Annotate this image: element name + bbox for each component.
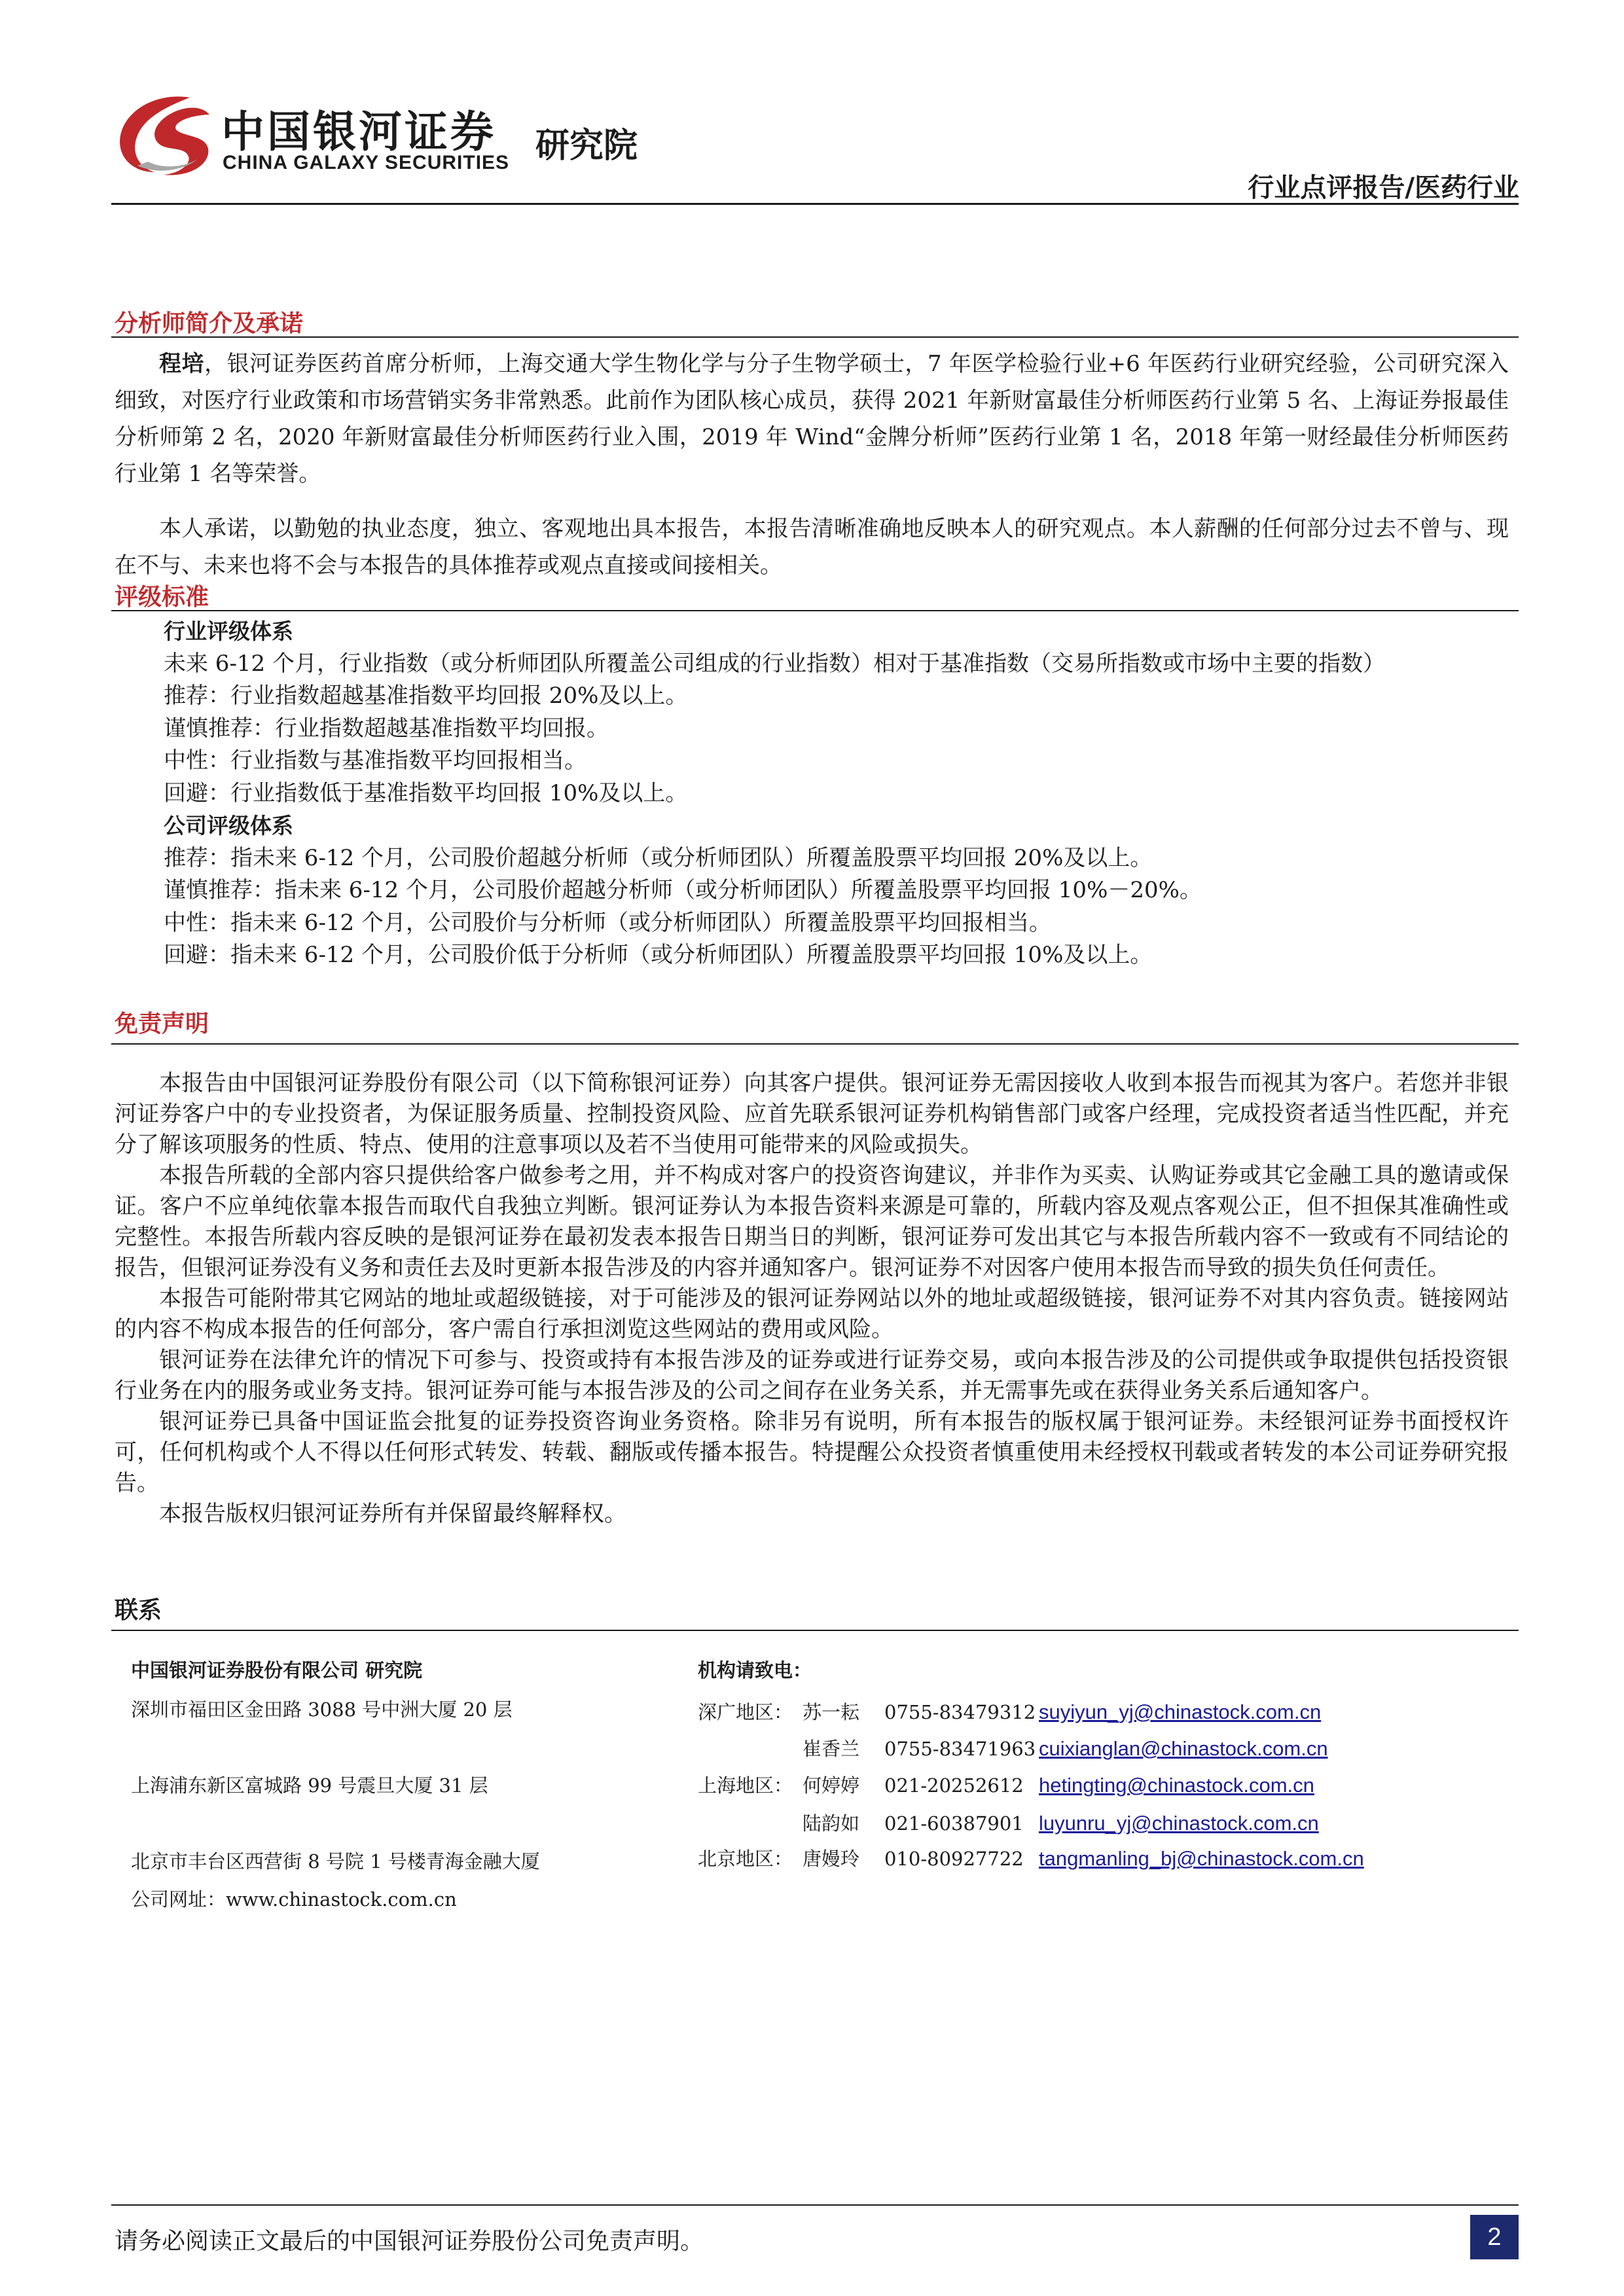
disclaimer-paragraph: 本报告所载的全部内容只提供给客户做参考之用，并不构成对客户的投资咨询建议，并非作为买卖、认购证券或其它金融工具的邀请或保证。客户不应单纯依靠本报告而取代自我独立判断。银河证券认为本报告资料来源是可靠的，所载内容及观点客观公正，但不担保其准确性或完整性。本报告所载内容反映的是银河证券在最初发表本报告日期当日的判断，银河证券可发出其它与本报告所载内容不一致或有不同结论的报告，但银河证券没有义务和责任去及时更新本报告涉及的内容并通知客户。银河证券不对因客户使用本报告而导致的损失负任何责任。 (115, 1162, 1509, 1281)
contact-email[interactable]: cuixianglan@chinastock.com.cn (1039, 1737, 1328, 1760)
company-rating-line: 推荐：指未来 6-12 个月，公司股价超越分析师（或分析师团队）所覆盖股票平均回报 20%及以上。 (164, 844, 1153, 871)
company-website[interactable]: 公司网址：www.chinastock.com.cn (131, 1888, 457, 1910)
company-rating-title: 公司评级体系 (164, 813, 293, 838)
industry-rating-line: 谨慎推荐：行业指数超越基准指数平均回报。 (164, 715, 609, 742)
footer-note: 请务必阅读正文最后的中国银河证券股份公司免责声明。 (115, 2228, 704, 2255)
phone-title: 机构请致电： (698, 1659, 812, 1681)
contact-region: 深广地区： (698, 1701, 793, 1723)
page-number: 2 (1470, 2215, 1519, 2259)
contact-phone: 021-20252612 (884, 1774, 1024, 1797)
contact-section-title: 联系 (115, 1597, 162, 1624)
industry-rating-line: 中性：行业指数与基准指数平均回报相当。 (164, 747, 586, 774)
address-shanghai: 上海浦东新区富城路 99 号震旦大厦 31 层 (131, 1774, 488, 1797)
disclaimer-paragraph: 本报告版权归银河证券所有并保留最终解释权。 (159, 1501, 626, 1527)
rating-standards (164, 615, 1519, 972)
analyst-section-title: 分析师简介及承诺 (115, 310, 304, 337)
industry-rating-title: 行业评级体系 (164, 619, 293, 644)
rating-section-title: 评级标准 (115, 584, 209, 611)
contact-row (698, 1734, 1328, 1761)
analyst-pledge (115, 511, 1509, 584)
disclaimer-section-title: 免责声明 (115, 1011, 209, 1037)
contact-row (698, 1771, 1314, 1798)
report-type: 行业点评报告/医药行业 (1248, 173, 1519, 203)
industry-rating-line: 推荐：行业指数超越基准指数平均回报 20%及以上。 (164, 683, 688, 709)
pledge-text: 本人承诺，以勤勉的执业态度，独立、客观地出具本报告，本报告清晰准确地反映本人的研究观点。本人薪酬的任何部分过去不曾与、现在不与、未来也将不会与本报告的具体推荐或观点直接或间接相关。 (115, 516, 1509, 579)
company-rating-line: 谨慎推荐：指未来 6-12 个月，公司股价超越分析师（或分析师团队）所覆盖股票平均回报 10%－20%。 (164, 877, 1202, 903)
disclaimer-paragraph: 本报告由中国银河证券股份有限公司（以下简称银河证券）向其客户提供。银河证券无需因接收人收到本报告而视其为客户。若您并非银河证券客户中的专业投资者，为保证服务质量、控制投资风险、应首先联系银河证券机构销售部门或客户经理，完成投资者适当性匹配，并充分了解该项服务的性质、特点、使用的注意事项以及若不当使用可能带来的风险或损失。 (115, 1070, 1509, 1158)
disclaimer-paragraph: 本报告可能附带其它网站的地址或超级链接，对于可能涉及的银河证券网站以外的地址或超级链接，银河证券不对其内容负责。链接网站的内容不构成本报告的任何部分，客户需自行承担浏览这些网站的费用或风险。 (115, 1285, 1509, 1342)
contact-name: 崔香兰 (803, 1738, 860, 1760)
contact-row (698, 1698, 1321, 1725)
disclaimer-divider (111, 1043, 1519, 1045)
contact-name: 唐嫚玲 (803, 1848, 860, 1870)
contact-phone: 0755-83471963 (884, 1738, 1036, 1760)
contact-email[interactable]: suyiyun_yj@chinastock.com.cn (1039, 1700, 1322, 1723)
contact-phone: 021-60387901 (884, 1812, 1024, 1835)
contact-email[interactable]: tangmanling_bj@chinastock.com.cn (1039, 1847, 1364, 1870)
rating-divider (111, 610, 1519, 611)
analyst-divider (111, 336, 1519, 338)
disclaimer-paragraph: 银河证券已具备中国证监会批复的证券投资咨询业务资格。除非另有说明，所有本报告的版权属于银河证券。未经银河证券书面授权许可，任何机构或个人不得以任何形式转发、转载、翻版或传播本报告。特提醒公众投资者慎重使用未经授权刊载或者转发的本公司证券研究报告。 (115, 1408, 1509, 1496)
contact-name: 何婷婷 (803, 1774, 860, 1797)
contact-name: 苏一耘 (803, 1701, 860, 1723)
company-rating-line: 回避：指未来 6-12 个月，公司股价低于分析师（或分析师团队）所覆盖股票平均回报 10%及以上。 (164, 942, 1153, 968)
company-rating-line: 中性：指未来 6-12 个月，公司股价与分析师（或分析师团队）所覆盖股票平均回报相当。 (164, 909, 1051, 936)
footer-divider (111, 2204, 1519, 2206)
contact-row (698, 1844, 1364, 1871)
contact-row (698, 1809, 1319, 1836)
analyst-bio (115, 346, 1509, 492)
brand-name-cn: 中国银河证券 (221, 107, 496, 157)
logo-icon (111, 88, 216, 180)
contact-region: 北京地区： (698, 1848, 793, 1870)
address-beijing: 北京市丰台区西营街 8 号院 1 号楼青海金融大厦 (131, 1850, 540, 1873)
institute-label: 研究院 (535, 126, 638, 166)
analyst-name: 程培 (159, 351, 205, 377)
industry-rating-line: 未来 6-12 个月，行业指数（或分析师团队所覆盖公司组成的行业指数）相对于基准指数（交易所指数或市场中主要的指数） (164, 650, 1385, 677)
contact-region: 上海地区： (698, 1774, 793, 1797)
company-name: 中国银河证券股份有限公司 研究院 (131, 1659, 423, 1681)
contact-email[interactable]: hetingting@chinastock.com.cn (1039, 1774, 1314, 1797)
contact-phone: 010-80927722 (884, 1848, 1024, 1870)
disclaimer-body (115, 1068, 1509, 1530)
header-divider (111, 203, 1519, 205)
address-shenzhen: 深圳市福田区金田路 3088 号中洲大厦 20 层 (131, 1698, 513, 1721)
contact-divider (111, 1630, 1519, 1631)
brand-name-en: CHINA GALAXY SECURITIES (223, 152, 510, 173)
analyst-bio-text: ，银河证券医药首席分析师，上海交通大学生物化学与分子生物学硕士，7 年医学检验行业+6 年医药行业研究经验，公司研究深入细致，对医疗行业政策和市场营销实务非常熟悉。此前作为团队核心成员，获得 2021 年新财富最佳分析师医药行业第 5 名、上海证券报最佳分析师第 2 名，2020 年新财富最佳分析师医药行业入围，2019 年 Wind“金牌分析师”医药行业第 1 名，2018 年第一财经最佳分析师医药行业第 1 名等荣誉。 (115, 351, 1509, 487)
industry-rating-line: 回避：行业指数低于基准指数平均回报 10%及以上。 (164, 780, 688, 806)
disclaimer-paragraph: 银河证券在法律允许的情况下可参与、投资或持有本报告涉及的证券或进行证券交易，或向本报告涉及的公司提供或争取提供包括投资银行业务在内的服务或业务支持。银河证券可能与本报告涉及的公司之间存在业务关系，并无需事先或在获得业务关系后通知客户。 (115, 1347, 1509, 1404)
contact-email[interactable]: luyunru_yj@chinastock.com.cn (1039, 1812, 1319, 1835)
contact-name: 陆韵如 (803, 1812, 860, 1835)
contact-phone: 0755-83479312 (884, 1701, 1036, 1723)
